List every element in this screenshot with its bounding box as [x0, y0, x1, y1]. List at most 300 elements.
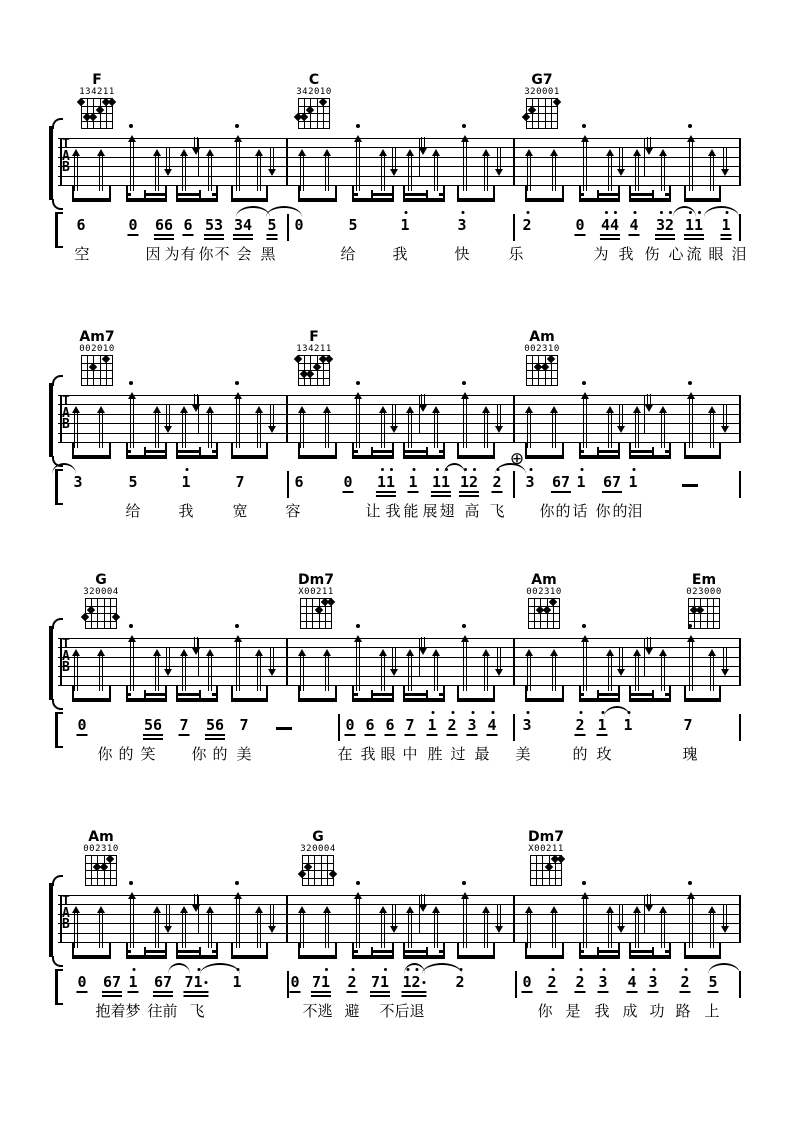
- arrow-head: [419, 148, 427, 155]
- beat-dot: [688, 381, 692, 385]
- underline-8th: [647, 991, 658, 993]
- chord-grid-fret: [298, 121, 330, 122]
- beam-group: [684, 443, 721, 459]
- lyric: 你: [191, 745, 207, 763]
- jianpu-digit: 2: [522, 218, 531, 233]
- lyric: 快: [454, 245, 470, 263]
- arrow-shaft: [497, 148, 501, 170]
- jianpu-digit: 2: [575, 718, 584, 733]
- tab-letter: A: [62, 405, 70, 421]
- chord-diagram: [61, 329, 133, 387]
- arrow-shaft: [130, 398, 134, 448]
- strum-arrow-up: [179, 906, 188, 948]
- lyric: 抱: [95, 1002, 111, 1020]
- chord-grid-fret: [81, 385, 113, 386]
- chord-finger-dot: [112, 613, 120, 621]
- chord-grid-fret: [530, 885, 562, 886]
- beam-stem: [199, 690, 201, 700]
- strum-arrow-up: [580, 635, 589, 691]
- beam-stem: [199, 447, 201, 457]
- jianpu-digit: 3: [233, 216, 243, 234]
- beam-group: [231, 686, 268, 702]
- chord-grid-fret: [302, 855, 334, 856]
- jianpu-digit: 6: [164, 216, 174, 234]
- tie-arc: [444, 463, 465, 474]
- underline-8th: [684, 234, 704, 236]
- jianpu-note: [522, 975, 531, 990]
- beam-group: [457, 686, 494, 702]
- chord-fingering: 134211: [296, 344, 332, 354]
- beam-bar: [231, 955, 268, 959]
- number-line-bracket: [55, 212, 63, 248]
- tie-arc: [708, 963, 740, 974]
- jianpu-digit: 1: [181, 475, 190, 490]
- octave-dot: [380, 468, 383, 471]
- chord-grid-fret: [81, 128, 113, 129]
- jianpu-note: [460, 475, 478, 490]
- tie-arc: [704, 206, 739, 217]
- beat-dot: [356, 124, 360, 128]
- strum-arrow-up: [323, 649, 332, 691]
- chord-grid-fret: [298, 106, 330, 107]
- jianpu-digit: 3: [598, 975, 607, 990]
- arrow-shaft: [270, 905, 274, 927]
- beat-dot: [462, 124, 466, 128]
- octave-dot: [435, 468, 438, 471]
- lyric: 我: [385, 502, 401, 520]
- beat-dot: [235, 881, 239, 885]
- beam-group: [126, 686, 168, 702]
- strum-arrow-up: [233, 392, 242, 448]
- lyric: 乐: [508, 245, 524, 263]
- chord-finger-dot: [547, 355, 555, 363]
- beam-bar-16th: [629, 950, 652, 953]
- arrow-shaft: [392, 905, 396, 927]
- chord-name: F: [92, 72, 102, 88]
- jianpu-digit: 7: [561, 473, 571, 491]
- lyric: 泪: [731, 245, 747, 263]
- jianpu-note: [708, 975, 717, 990]
- chord-diagram: [282, 829, 354, 887]
- lyric: 你: [97, 745, 113, 763]
- lyric: 你: [539, 502, 555, 520]
- lyric: 为: [593, 245, 609, 263]
- beam-group: [403, 943, 445, 959]
- jianpu-digit: 1: [128, 975, 137, 990]
- beat-dot: [582, 124, 586, 128]
- strum-arrow-down: [390, 905, 399, 933]
- jianpu-note: [402, 975, 425, 990]
- arrow-shaft: [356, 898, 360, 948]
- beam-stem: [231, 186, 233, 200]
- beam-bar-16th: [579, 693, 585, 696]
- lyric: 我: [178, 502, 194, 520]
- jianpu-note: [648, 975, 657, 990]
- jianpu-note: [552, 475, 570, 490]
- beam-stem: [371, 447, 373, 457]
- strum-arrow-up: [432, 406, 441, 448]
- chord-grid-fret: [530, 855, 562, 856]
- beam-group: [231, 186, 268, 202]
- lyric: 不: [379, 1002, 395, 1020]
- lyric: 会: [236, 245, 252, 263]
- beam-bar-16th: [665, 693, 671, 696]
- underline-16th: [720, 238, 731, 240]
- tab-letter: B: [62, 917, 70, 932]
- jianpu-note: [347, 975, 356, 990]
- beam-group: [457, 443, 494, 459]
- beam-group: [629, 186, 671, 202]
- chord-grid-fret: [526, 370, 558, 371]
- staff-line: [58, 404, 741, 405]
- strum-arrow-up: [482, 906, 491, 948]
- strum-arrow-down: [418, 137, 427, 155]
- octave-dot: [551, 968, 554, 971]
- jianpu-note: [400, 218, 409, 233]
- arrow-shaft: [619, 648, 623, 670]
- chord-grid-fret: [688, 621, 720, 622]
- strum-arrow-down: [645, 137, 654, 155]
- jianpu-note: [348, 218, 357, 233]
- strum-arrow-up: [233, 892, 242, 948]
- system-bracket: [49, 383, 59, 457]
- strum-arrow-up: [354, 892, 363, 948]
- arrow-head: [419, 905, 427, 912]
- coda-icon: ⊕: [509, 449, 525, 469]
- beam-stem: [457, 443, 459, 457]
- lyric: 后: [394, 1002, 410, 1020]
- number-barline: [287, 214, 289, 241]
- beam-stem: [298, 186, 300, 200]
- beam-stem: [493, 186, 495, 200]
- beam-bar: [176, 955, 218, 959]
- chord-grid-fret: [300, 628, 332, 629]
- beam-bar-16th: [352, 450, 358, 453]
- number-barline: [287, 471, 289, 498]
- beam-stem: [371, 190, 373, 200]
- chord-diagram: [65, 829, 137, 887]
- lyric: 飞: [489, 502, 505, 520]
- chord-grid: [302, 855, 334, 885]
- arrow-head: [268, 169, 276, 176]
- strum-arrow-up: [72, 406, 81, 448]
- jianpu-digit: 7: [311, 973, 321, 991]
- jianpu-digit: 0: [290, 973, 300, 991]
- dash: [276, 727, 292, 730]
- jianpu-digit: 3: [656, 218, 665, 233]
- chord-grid-fret: [526, 378, 558, 379]
- staff-line: [58, 904, 741, 905]
- jianpu-note: [492, 475, 501, 490]
- jianpu-digit: 1: [628, 475, 637, 490]
- jianpu-note: [183, 218, 192, 233]
- jianpu-digit: 7: [235, 473, 245, 491]
- jianpu-note: [235, 475, 244, 490]
- chord-finger-dot: [557, 855, 565, 863]
- strum-arrow-up: [686, 635, 695, 691]
- chord-diagram: [65, 572, 137, 630]
- octave-dot: [431, 711, 434, 714]
- underline-8th: [720, 234, 731, 236]
- beam-bar: [684, 698, 721, 702]
- strum-arrow-down: [616, 148, 625, 176]
- chord-grid-fret: [85, 885, 117, 886]
- underline-16th: [655, 238, 675, 240]
- chord-grid-fret: [526, 98, 558, 99]
- beam-group: [352, 443, 394, 459]
- underline-16th: [102, 995, 122, 997]
- jianpu-digit: 6: [215, 716, 225, 734]
- underline-8th: [205, 734, 225, 736]
- beam-group: [684, 186, 721, 202]
- strum-arrow-down: [267, 405, 276, 433]
- beam-stem: [335, 443, 337, 457]
- beam-stem: [231, 943, 233, 957]
- strum-arrow-up: [525, 406, 534, 448]
- beam-bar: [684, 455, 721, 459]
- jianpu-note: [234, 218, 252, 233]
- underline-16th: [684, 238, 704, 240]
- beam-stem: [335, 686, 337, 700]
- strum-arrow-up: [97, 149, 106, 191]
- lyric: 容: [285, 502, 301, 520]
- barline: [286, 638, 288, 686]
- underline-8th: [597, 991, 608, 993]
- beam-stem: [684, 943, 686, 957]
- arrow-shaft: [647, 137, 651, 149]
- beam-stem: [72, 943, 74, 957]
- lyric: 美: [515, 745, 531, 763]
- arrow-shaft: [166, 405, 170, 427]
- beam-stem: [652, 447, 654, 457]
- tie-arc: [422, 963, 462, 974]
- beam-bar: [352, 955, 394, 959]
- jianpu-digit: 6: [602, 473, 612, 491]
- strum-arrow-up: [686, 392, 695, 448]
- jianpu-digit: 7: [179, 716, 189, 734]
- lyric: 在: [337, 745, 353, 763]
- number-barline: [513, 214, 515, 241]
- chord-fingering: 002310: [524, 344, 560, 354]
- jianpu-digit: 3: [467, 718, 476, 733]
- strum-arrow-up: [460, 392, 469, 448]
- lyric: 让: [365, 502, 381, 520]
- underline-8th: [628, 234, 639, 236]
- lyric: 你: [595, 502, 611, 520]
- underline-8th: [183, 991, 208, 993]
- underline-8th: [551, 491, 571, 493]
- arrow-head: [164, 669, 172, 676]
- arrow-head: [645, 648, 653, 655]
- underline-16th: [600, 238, 620, 240]
- arrow-head: [268, 926, 276, 933]
- jianpu-note: [128, 975, 137, 990]
- chord-grid-fret: [530, 878, 562, 879]
- beam-bar-16th: [579, 950, 585, 953]
- jianpu-note: [680, 975, 689, 990]
- beam-stem: [298, 943, 300, 957]
- lyric: 泪: [627, 502, 643, 520]
- lyric: 最: [474, 745, 490, 763]
- strum-arrow-down: [267, 905, 276, 933]
- underline-8th: [204, 234, 224, 236]
- beam-stem: [199, 947, 201, 957]
- arrow-shaft: [463, 898, 467, 948]
- beam-bar-16th: [665, 193, 671, 196]
- strum-arrow-up: [179, 149, 188, 191]
- arrow-shaft: [619, 405, 623, 427]
- underline-8th: [596, 734, 607, 736]
- strum-arrow-up: [152, 406, 161, 448]
- arrow-head: [192, 905, 200, 912]
- lyric: 给: [340, 245, 356, 263]
- jianpu-digit: 1: [400, 218, 409, 233]
- arrow-shaft: [392, 148, 396, 170]
- octave-dot: [384, 968, 387, 971]
- jianpu-digit: 2: [547, 975, 556, 990]
- beam-group: [525, 443, 563, 459]
- strum-arrow-up: [605, 149, 614, 191]
- strum-arrow-up: [708, 906, 717, 948]
- underline-8th: [466, 734, 477, 736]
- lyric: 宽: [232, 502, 248, 520]
- beam-bar: [403, 198, 445, 202]
- jianpu-digit: 1: [460, 475, 469, 490]
- strum-arrow-up: [255, 906, 264, 948]
- beat-dot: [235, 624, 239, 628]
- beam-bar: [629, 955, 671, 959]
- strum-arrow-up: [152, 649, 161, 691]
- beam-bar-16th: [144, 950, 167, 953]
- beam-bar: [352, 455, 394, 459]
- chord-name: G: [95, 572, 107, 588]
- beam-bar-16th: [597, 193, 620, 196]
- arrow-head: [617, 926, 625, 933]
- chord-diagram: [506, 72, 578, 130]
- chord-grid-fret: [298, 378, 330, 379]
- underline-8th: [679, 991, 690, 993]
- lyric: 黑: [260, 245, 276, 263]
- jianpu-digit: 1: [623, 718, 632, 733]
- beat-dot: [235, 381, 239, 385]
- staff-line: [58, 395, 741, 396]
- underline-8th: [574, 234, 585, 236]
- beam-stem: [597, 947, 599, 957]
- lyric: 前: [162, 1002, 178, 1020]
- tab-letter: A: [62, 148, 70, 164]
- beam-group: [298, 443, 337, 459]
- arrow-shaft: [236, 398, 240, 448]
- beam-stem: [266, 686, 268, 700]
- arrow-shaft: [194, 637, 198, 649]
- arrow-shaft: [619, 905, 623, 927]
- lyric: 飞: [189, 1002, 205, 1020]
- strum-arrow-down: [192, 394, 201, 412]
- underline-8th: [154, 234, 174, 236]
- arrow-shaft: [166, 648, 170, 670]
- strum-arrow-up: [298, 649, 307, 691]
- strum-arrow-down: [418, 394, 427, 412]
- arrow-shaft: [356, 641, 360, 691]
- jianpu-note: [432, 475, 450, 490]
- beam-group: [298, 686, 337, 702]
- underline-8th: [364, 734, 375, 736]
- lyric: 着: [110, 1002, 126, 1020]
- chord-grid-fret: [302, 878, 334, 879]
- jianpu-note: [629, 218, 638, 233]
- strum-arrow-down: [267, 148, 276, 176]
- beam-stem: [719, 443, 721, 457]
- beam-stem: [652, 190, 654, 200]
- barline: [513, 638, 515, 686]
- beam-group: [403, 686, 445, 702]
- system-bracket: [49, 883, 59, 957]
- strum-arrow-up: [432, 149, 441, 191]
- beam-bar: [525, 455, 563, 459]
- lyric: 心: [668, 245, 684, 263]
- arrow-shaft: [392, 405, 396, 427]
- chord-grid-fret: [85, 855, 117, 856]
- strum-arrow-up: [632, 906, 641, 948]
- beam-bar: [126, 955, 168, 959]
- lyric: 的: [572, 745, 588, 763]
- arrow-head: [617, 669, 625, 676]
- underline-16th: [153, 995, 173, 997]
- arrow-shaft: [723, 405, 727, 427]
- beam-bar: [457, 955, 494, 959]
- staff-line: [58, 647, 741, 648]
- chord-grid: [526, 355, 558, 385]
- beam-group: [579, 943, 621, 959]
- jianpu-note: [685, 218, 703, 233]
- strum-arrow-down: [616, 648, 625, 676]
- octave-dot: [132, 968, 135, 971]
- beam-stem: [298, 443, 300, 457]
- beam-stem: [426, 947, 428, 957]
- strum-arrow-down: [494, 148, 503, 176]
- beat-dot: [582, 624, 586, 628]
- arrow-head: [192, 648, 200, 655]
- beam-group: [176, 686, 218, 702]
- beam-group: [579, 686, 621, 702]
- octave-dot: [390, 468, 393, 471]
- strum-arrow-up: [525, 649, 534, 691]
- underline-8th: [602, 491, 622, 493]
- beam-bar-16th: [176, 950, 199, 953]
- system-bracket-hook-top: [52, 618, 63, 629]
- tab-letter: T: [62, 394, 70, 409]
- tie-arc: [52, 463, 76, 474]
- strum-arrow-down: [163, 648, 172, 676]
- beam-group: [629, 443, 671, 459]
- underline-8th: [546, 991, 557, 993]
- arrow-head: [390, 926, 398, 933]
- underline-8th: [459, 491, 479, 493]
- jianpu-digit: 1: [427, 718, 436, 733]
- chord-diagram: [506, 329, 578, 387]
- beam-bar: [72, 455, 110, 459]
- arrow-head: [390, 169, 398, 176]
- jianpu-digit: 2: [469, 475, 478, 490]
- octave-dot: [461, 211, 464, 214]
- tab-letter: B: [62, 660, 70, 675]
- strum-arrow-up: [580, 392, 589, 448]
- strum-arrow-up: [255, 149, 264, 191]
- strum-arrow-up: [632, 149, 641, 191]
- octave-dot: [451, 711, 454, 714]
- underline-16th: [459, 495, 479, 497]
- chord-fingering: X00211: [528, 844, 564, 854]
